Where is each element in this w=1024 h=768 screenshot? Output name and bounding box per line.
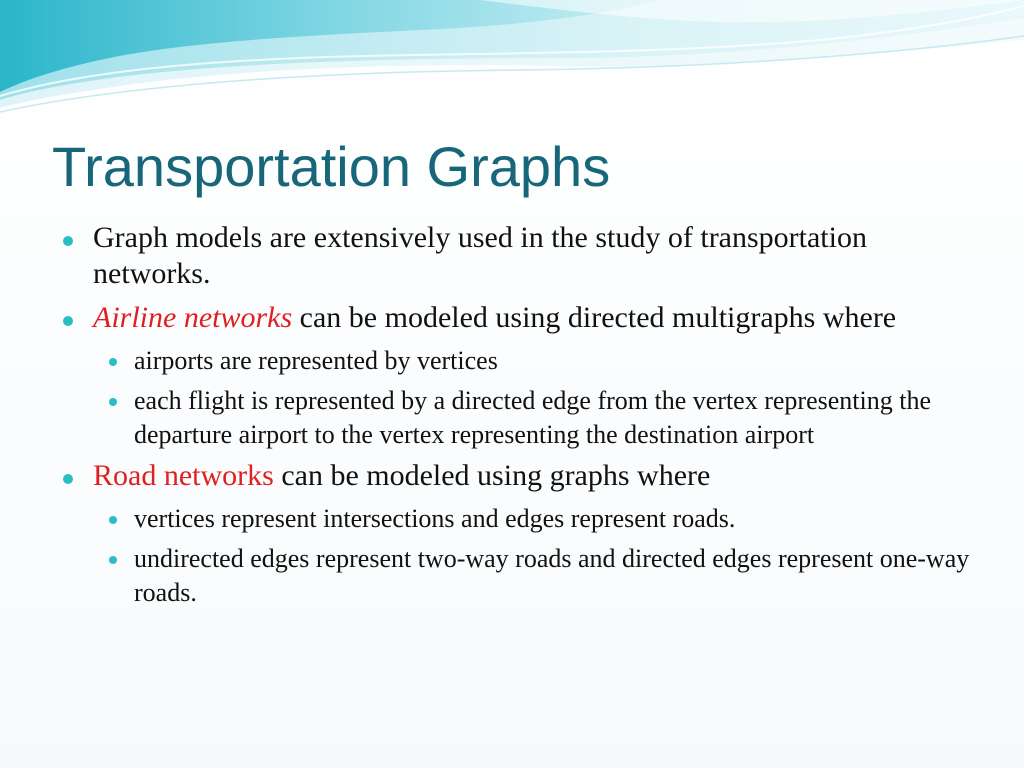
bullet-item bbox=[58, 300, 988, 336]
sub-bullet-item bbox=[58, 542, 988, 610]
sub-bullet-item bbox=[58, 502, 988, 536]
bullet-item bbox=[58, 458, 988, 494]
header-wave-decoration bbox=[0, 0, 1024, 130]
sub-bullet-dot-icon bbox=[109, 358, 117, 366]
road-networks-emphasis: Road networks bbox=[93, 459, 274, 492]
bullet-text: can be modeled using graphs where bbox=[273, 459, 711, 492]
sub-bullet-item bbox=[58, 344, 988, 378]
airline-networks-emphasis: Airline networks bbox=[93, 301, 293, 334]
bullet-dot-icon bbox=[63, 236, 73, 246]
sub-bullet-text: undirected edges represent two-way roads and directed edges represent one-way roads. bbox=[134, 544, 970, 607]
bullet-dot-icon bbox=[63, 474, 73, 484]
bullet-text: can be modeled using directed multigraphs where bbox=[292, 301, 897, 334]
sub-bullet-text: each flight is represented by a directed edge from the vertex representing the departure airport to the vertex representing the destination airport bbox=[134, 386, 931, 449]
sub-bullet-text: airports are represented by vertices bbox=[134, 346, 498, 375]
bullet-dot-icon bbox=[63, 316, 73, 326]
sub-bullet-dot-icon bbox=[109, 516, 117, 524]
sub-bullet-item bbox=[58, 384, 988, 452]
sub-bullet-dot-icon bbox=[109, 556, 117, 564]
sub-bullet-dot-icon bbox=[109, 398, 117, 406]
slide-title: Transportation Graphs bbox=[52, 135, 611, 198]
bullet-item bbox=[58, 220, 988, 292]
bullet-text: Graph models are extensively used in the study of transportation networks. bbox=[93, 221, 867, 290]
sub-bullet-text: vertices represent intersections and edges represent roads. bbox=[134, 504, 736, 533]
bullet-list bbox=[58, 220, 988, 616]
